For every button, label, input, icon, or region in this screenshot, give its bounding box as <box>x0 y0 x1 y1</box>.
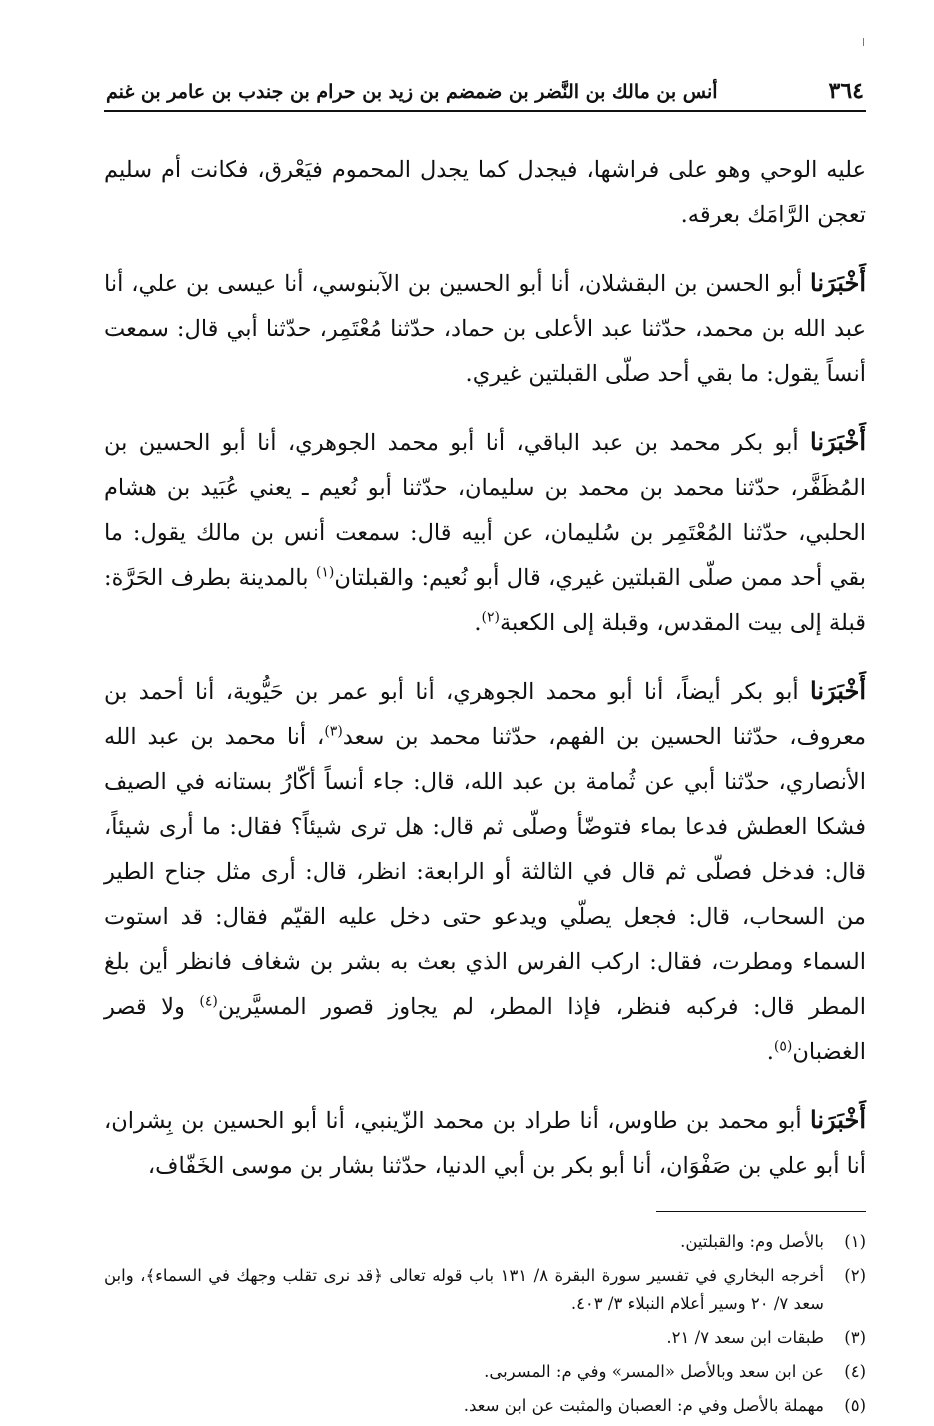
paragraph-text: أبو الحسن بن البقشلان، أنا أبو الحسين بن الآبنوسي، أنا عيسى بن علي، أنا عبد الله بن محمد، حدّثنا عبد الأعلى بن حماد، حدّثنا مُعْتَمِر، حدّثنا أبي قال: سمعت أنساً يقول: ما بقي أحد صلّى القبلتين غيري. <box>104 271 866 387</box>
paragraph-text: ، أنا محمد بن عبد الله الأنصاري، حدّثنا أبي عن ثُمامة بن عبد الله، قال: جاء أنساً أكّارُ بستانه في الصيف فشكا العطش فدعا بماء فتوضّأ وصلّى ثم قال: هل ترى شيئاً؟ فقال: ما أرى شيئاً، قال: فدخل فصلّى ثم قال في الثالثة أو الرابعة: انظر، قال: أرى مثل جناح الطير من السحاب، قال: فجعل يصلّي ويدعو حتى دخل عليه القيّم فقال: قد استوت السماء ومطرت، فقال: اركب الفرس الذي بعث به بشر بن شغاف فانظر أين بلغ المطر قال: فركبه فنظر، فإذا المطر، لم يجاوز قصور المسيَّرين <box>104 724 866 1020</box>
paragraph-text: . <box>766 1039 774 1065</box>
footnote-item <box>104 1392 866 1420</box>
paragraph-text: أبو بكر محمد بن عبد الباقي، أنا أبو محمد الجوهري، أنا أبو الحسين بن المُظَفَّر، حدّثنا محمد بن محمد بن سليمان، حدّثنا أبو نُعيم ـ يعني عُبَيد بن هشام الحلبي، حدّثنا المُعْتَمِر بن سُليمان، عن أبيه قال: سمعت أنس بن مالك يقول: ما بقي أحد ممن صلّى القبلتين غيري، قال أبو نُعيم: والقبلتان <box>104 430 867 591</box>
footnote-number: (٤) <box>844 1362 866 1381</box>
book-page <box>104 72 866 1426</box>
scan-mark <box>863 38 864 46</box>
footnote-reference[interactable]: (٢) <box>481 609 500 626</box>
footnote-number: (٢) <box>844 1266 866 1285</box>
text-paragraph <box>104 668 866 1075</box>
footnote-text: طبقات ابن سعد ٧/ ٢١. <box>666 1328 824 1347</box>
running-title: أنس بن مالك بن النَّضر بن ضمضم بن زيد بن حرام بن جندب بن عامر بن غنم <box>106 81 718 103</box>
page-header <box>104 72 866 112</box>
footnote-text: مهملة بالأصل وفي م: العصبان والمثبت عن ابن سعد. <box>463 1396 824 1415</box>
footnote-item <box>104 1262 866 1318</box>
footnote-reference[interactable]: (١) <box>315 564 335 581</box>
footnote-text: عن ابن سعد وبالأصل «المسر» وفي م: المسربى. <box>484 1362 824 1381</box>
paragraph-lead-word: أَخْبَرَنا <box>810 676 866 705</box>
footnote-item <box>104 1324 866 1352</box>
footnote-number: (٣) <box>844 1328 866 1347</box>
text-paragraph <box>104 1097 866 1189</box>
footnote-number: (٥) <box>844 1396 866 1415</box>
paragraph-text: ولا قصر الغضبان <box>104 994 866 1065</box>
footnote-item <box>104 1228 866 1256</box>
text-paragraph <box>104 419 866 646</box>
footnotes <box>104 1228 866 1420</box>
page-number: ٣٦٤ <box>828 78 864 104</box>
paragraph-lead-word: أَخْبَرَنا <box>810 1105 866 1134</box>
footnote-separator <box>656 1211 866 1212</box>
footnote-text: بالأصل وم: والقبلتين. <box>680 1232 824 1251</box>
footnote-reference[interactable]: (٣) <box>324 723 343 740</box>
paragraph-lead-word: أَخْبَرَنا <box>810 268 866 297</box>
paragraph-text: . <box>474 610 482 636</box>
paragraph-text: بالمدينة بطرف الحَرَّة: قبلة إلى بيت المقدس، وقبلة إلى الكعبة <box>104 565 866 636</box>
paragraph-text: أبو محمد بن طاوس، أنا طراد بن محمد الزّينبي، أنا أبو الحسين بن بِشران، أنا أبو علي بن صَفْوَان، أنا أبو بكر بن أبي الدنيا، حدّثنا بشار بن موسى الخَفّاف، <box>104 1108 866 1179</box>
footnote-number: (١) <box>844 1232 866 1251</box>
footnote-reference[interactable]: (٤) <box>199 993 218 1010</box>
paragraph-text: أبو بكر أيضاً، أنا أبو محمد الجوهري، أنا أبو عمر بن حَيُّوية، أنا أحمد بن معروف، حدّثنا الحسين بن الفهم، حدّثنا محمد بن سعد <box>104 679 866 750</box>
paragraph-lead-word: أَخْبَرَنا <box>810 427 866 456</box>
footnote-item <box>104 1358 866 1386</box>
paragraph-text: عليه الوحي وهو على فراشها، فيجدل كما يجدل المحموم فيَعْرق، فكانت أم سليم تعجن الرَّامَك بعرقه. <box>104 157 866 228</box>
footnote-reference[interactable]: (٥) <box>773 1038 793 1055</box>
main-text <box>104 148 866 1189</box>
text-paragraph <box>104 148 866 238</box>
footnote-text: أخرجه البخاري في تفسير سورة البقرة ٨/ ١٣١ باب قوله تعالى ﴿قد نرى تقلب وجهك في السماء﴾، وابن سعد ٧/ ٢٠ وسير أعلام النبلاء ٣/ ٤٠٣. <box>104 1266 824 1313</box>
text-paragraph <box>104 260 866 397</box>
